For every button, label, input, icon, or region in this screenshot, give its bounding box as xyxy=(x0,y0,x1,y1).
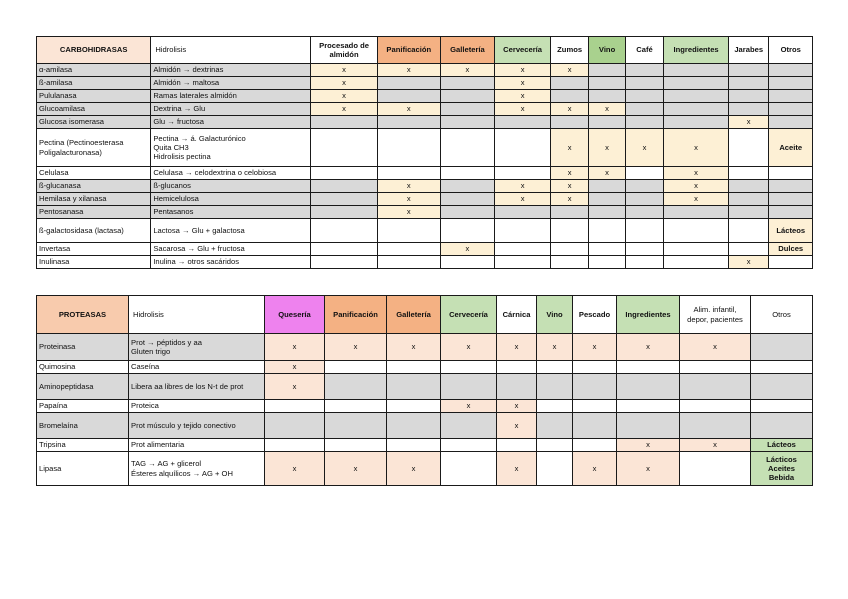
header-panificacion: Panificación xyxy=(377,37,440,64)
table-row xyxy=(37,103,813,116)
mark-cell xyxy=(537,413,573,439)
mark-cell xyxy=(265,439,325,452)
otros-cell xyxy=(769,193,813,206)
mark-cell xyxy=(728,77,768,90)
mark-cell xyxy=(325,374,387,400)
mark-cell: x xyxy=(495,180,551,193)
mark-cell: x xyxy=(664,167,729,180)
mark-cell: x xyxy=(497,413,537,439)
mark-cell xyxy=(440,116,495,129)
otros-cell xyxy=(751,334,813,361)
enzyme-name: Glucoamilasa xyxy=(37,103,151,116)
mark-cell xyxy=(440,90,495,103)
otros-cell xyxy=(769,64,813,77)
mark-cell: x xyxy=(550,64,588,77)
mark-cell: x xyxy=(497,452,537,486)
mark-cell xyxy=(325,400,387,413)
mark-cell xyxy=(441,439,497,452)
mark-cell: x xyxy=(497,400,537,413)
mark-cell: x xyxy=(311,64,378,77)
table-row xyxy=(37,180,813,193)
mark-cell xyxy=(664,103,729,116)
carbohidrasas-table xyxy=(36,36,813,269)
mark-cell xyxy=(625,64,663,77)
mark-cell xyxy=(573,413,617,439)
mark-cell xyxy=(495,256,551,269)
mark-cell xyxy=(617,361,680,374)
mark-cell xyxy=(311,167,378,180)
mark-cell: x xyxy=(495,103,551,116)
mark-cell xyxy=(441,361,497,374)
mark-cell xyxy=(589,90,625,103)
mark-cell xyxy=(440,129,495,167)
table-row xyxy=(37,64,813,77)
mark-cell xyxy=(664,116,729,129)
mark-cell xyxy=(617,400,680,413)
mark-cell: x xyxy=(441,334,497,361)
header-carnica: Cárnica xyxy=(497,296,537,334)
header-zumos: Zumos xyxy=(550,37,588,64)
mark-cell xyxy=(625,180,663,193)
mark-cell: x xyxy=(495,64,551,77)
mark-cell xyxy=(664,77,729,90)
mark-cell xyxy=(377,77,440,90)
mark-cell xyxy=(497,439,537,452)
table-row xyxy=(37,413,813,439)
otros-cell: Lácteos xyxy=(751,439,813,452)
mark-cell xyxy=(537,439,573,452)
mark-cell xyxy=(625,206,663,219)
header-carbohidrasas: CARBOHIDRASAS xyxy=(37,37,151,64)
mark-cell xyxy=(311,256,378,269)
mark-cell xyxy=(387,400,441,413)
mark-cell xyxy=(537,374,573,400)
mark-cell xyxy=(311,206,378,219)
table-row xyxy=(37,243,813,256)
mark-cell xyxy=(625,90,663,103)
hidrolisis-cell: Prot alimentaria xyxy=(129,439,265,452)
table-row xyxy=(37,374,813,400)
table-row xyxy=(37,400,813,413)
mark-cell xyxy=(728,243,768,256)
mark-cell xyxy=(377,243,440,256)
header-cerveceria: Cervecería xyxy=(441,296,497,334)
table-row xyxy=(37,167,813,180)
proteasas-table xyxy=(36,295,813,486)
mark-cell xyxy=(573,400,617,413)
table-row xyxy=(37,77,813,90)
mark-cell xyxy=(680,452,751,486)
table-row xyxy=(37,90,813,103)
mark-cell xyxy=(573,361,617,374)
mark-cell xyxy=(625,103,663,116)
mark-cell xyxy=(441,413,497,439)
mark-cell xyxy=(664,243,729,256)
enzyme-name: Pululanasa xyxy=(37,90,151,103)
mark-cell: x xyxy=(495,193,551,206)
mark-cell: x xyxy=(664,129,729,167)
header-otros: Otros xyxy=(751,296,813,334)
mark-cell xyxy=(728,90,768,103)
table-row xyxy=(37,452,813,486)
mark-cell xyxy=(377,116,440,129)
mark-cell: x xyxy=(387,452,441,486)
mark-cell: x xyxy=(680,439,751,452)
mark-cell: x xyxy=(589,129,625,167)
mark-cell xyxy=(550,116,588,129)
mark-cell xyxy=(440,77,495,90)
enzyme-name: Pectina (Pectinoesterasa Poligalacturonasa) xyxy=(37,129,151,167)
mark-cell: x xyxy=(617,452,680,486)
otros-cell: Lácticos Aceites Bebida xyxy=(751,452,813,486)
mark-cell xyxy=(440,256,495,269)
otros-cell xyxy=(769,206,813,219)
hidrolisis-cell: Celulasa → celodextrina o celobiosa xyxy=(151,167,311,180)
mark-cell xyxy=(625,167,663,180)
table-row xyxy=(37,361,813,374)
mark-cell: x xyxy=(387,334,441,361)
mark-cell: x xyxy=(617,439,680,452)
mark-cell xyxy=(550,77,588,90)
table-row xyxy=(37,129,813,167)
hidrolisis-cell: Ramas laterales almidón xyxy=(151,90,311,103)
header-hidrolisis: Hidrolisis xyxy=(151,37,311,64)
header-vino: Vino xyxy=(589,37,625,64)
mark-cell xyxy=(625,193,663,206)
hidrolisis-cell: Lactosa → Glu + galactosa xyxy=(151,219,311,243)
mark-cell xyxy=(537,452,573,486)
otros-cell: Dulces xyxy=(769,243,813,256)
mark-cell: x xyxy=(377,180,440,193)
mark-cell xyxy=(325,413,387,439)
mark-cell xyxy=(325,439,387,452)
mark-cell xyxy=(377,219,440,243)
mark-cell: x xyxy=(325,452,387,486)
mark-cell: x xyxy=(664,193,729,206)
enzyme-name: ß-amilasa xyxy=(37,77,151,90)
mark-cell xyxy=(550,243,588,256)
header-vino: Vino xyxy=(537,296,573,334)
mark-cell xyxy=(573,374,617,400)
mark-cell xyxy=(728,193,768,206)
mark-cell xyxy=(589,219,625,243)
mark-cell: x xyxy=(377,193,440,206)
enzyme-name: Inulinasa xyxy=(37,256,151,269)
mark-cell xyxy=(387,439,441,452)
enzyme-name: Tripsina xyxy=(37,439,129,452)
header-cerveceria: Cervecería xyxy=(495,37,551,64)
mark-cell xyxy=(387,413,441,439)
mark-cell xyxy=(311,129,378,167)
mark-cell: x xyxy=(265,374,325,400)
mark-cell xyxy=(497,374,537,400)
mark-cell: x xyxy=(495,77,551,90)
mark-cell xyxy=(664,64,729,77)
otros-cell xyxy=(751,374,813,400)
mark-cell xyxy=(440,219,495,243)
mark-cell: x xyxy=(377,64,440,77)
mark-cell xyxy=(728,206,768,219)
mark-cell: x xyxy=(537,334,573,361)
mark-cell xyxy=(589,256,625,269)
mark-cell xyxy=(265,413,325,439)
header-alim-infantil: Alim. infantil, depor, pacientes xyxy=(680,296,751,334)
mark-cell: x xyxy=(728,116,768,129)
mark-cell xyxy=(664,90,729,103)
mark-cell xyxy=(625,256,663,269)
otros-cell xyxy=(769,180,813,193)
mark-cell xyxy=(440,206,495,219)
mark-cell: x xyxy=(265,361,325,374)
mark-cell: x xyxy=(573,334,617,361)
enzyme-name: Quimosina xyxy=(37,361,129,374)
mark-cell: x xyxy=(550,129,588,167)
mark-cell xyxy=(387,374,441,400)
mark-cell: x xyxy=(589,167,625,180)
mark-cell xyxy=(589,206,625,219)
mark-cell: x xyxy=(550,180,588,193)
header-hidrolisis: Hidrolisis xyxy=(129,296,265,334)
mark-cell: x xyxy=(441,400,497,413)
mark-cell xyxy=(377,167,440,180)
mark-cell xyxy=(495,116,551,129)
mark-cell xyxy=(495,167,551,180)
mark-cell: x xyxy=(625,129,663,167)
mark-cell: x xyxy=(497,334,537,361)
mark-cell xyxy=(550,256,588,269)
mark-cell: x xyxy=(325,334,387,361)
hidrolisis-cell: Almidón → maltosa xyxy=(151,77,311,90)
enzyme-name: Hemilasa y xilanasa xyxy=(37,193,151,206)
hidrolisis-cell: Libera aa libres de los N-t de prot xyxy=(129,374,265,400)
mark-cell xyxy=(680,400,751,413)
enzyme-name: Pentosanasa xyxy=(37,206,151,219)
otros-cell xyxy=(769,103,813,116)
mark-cell xyxy=(550,90,588,103)
header-ingredientes: Ingredientes xyxy=(664,37,729,64)
mark-cell xyxy=(728,167,768,180)
mark-cell: x xyxy=(311,90,378,103)
hidrolisis-cell: Prot → péptidos y aa Gluten trigo xyxy=(129,334,265,361)
hidrolisis-cell: Prot músculo y tejido conectivo xyxy=(129,413,265,439)
mark-cell: x xyxy=(573,452,617,486)
header-procesado-almidon: Procesado de almidón xyxy=(311,37,378,64)
mark-cell xyxy=(265,400,325,413)
hidrolisis-cell: Almidón → dextrinas xyxy=(151,64,311,77)
hidrolisis-cell: ß-glucanos xyxy=(151,180,311,193)
mark-cell xyxy=(550,206,588,219)
header-ingredientes: Ingredientes xyxy=(617,296,680,334)
mark-cell: x xyxy=(550,167,588,180)
mark-cell xyxy=(495,243,551,256)
mark-cell xyxy=(728,219,768,243)
hidrolisis-cell: Glu → fructosa xyxy=(151,116,311,129)
mark-cell xyxy=(311,180,378,193)
mark-cell xyxy=(495,219,551,243)
mark-cell xyxy=(377,129,440,167)
header-cafe: Café xyxy=(625,37,663,64)
mark-cell xyxy=(680,361,751,374)
mark-cell xyxy=(441,452,497,486)
hidrolisis-cell: Hemicelulosa xyxy=(151,193,311,206)
enzyme-name: Proteinasa xyxy=(37,334,129,361)
header-galleteria: Galletería xyxy=(440,37,495,64)
table-row xyxy=(37,439,813,452)
mark-cell xyxy=(440,180,495,193)
mark-cell xyxy=(589,243,625,256)
enzyme-name: Papaína xyxy=(37,400,129,413)
hidrolisis-cell: Sacarosa → Glu + fructosa xyxy=(151,243,311,256)
mark-cell: x xyxy=(589,103,625,116)
hidrolisis-cell: Pentasanos xyxy=(151,206,311,219)
mark-cell xyxy=(728,64,768,77)
mark-cell xyxy=(680,374,751,400)
mark-cell xyxy=(537,400,573,413)
enzyme-name: ß-galactosidasa (lactasa) xyxy=(37,219,151,243)
table-row xyxy=(37,334,813,361)
table-row xyxy=(37,256,813,269)
mark-cell xyxy=(728,129,768,167)
mark-cell xyxy=(440,193,495,206)
mark-cell xyxy=(728,103,768,116)
enzyme-name: Invertasa xyxy=(37,243,151,256)
enzyme-name: Lipasa xyxy=(37,452,129,486)
mark-cell xyxy=(589,180,625,193)
mark-cell: x xyxy=(265,334,325,361)
table-row xyxy=(37,116,813,129)
mark-cell xyxy=(550,219,588,243)
header-proteasas: PROTEASAS xyxy=(37,296,129,334)
otros-cell: Aceite xyxy=(769,129,813,167)
enzyme-name: Glucosa isomerasa xyxy=(37,116,151,129)
otros-cell xyxy=(769,256,813,269)
mark-cell xyxy=(311,193,378,206)
mark-cell: x xyxy=(664,180,729,193)
mark-cell xyxy=(589,64,625,77)
mark-cell xyxy=(440,103,495,116)
mark-cell xyxy=(387,361,441,374)
mark-cell xyxy=(664,256,729,269)
otros-cell xyxy=(751,361,813,374)
mark-cell xyxy=(589,116,625,129)
mark-cell: x xyxy=(495,90,551,103)
proteasas-header-row xyxy=(37,296,813,334)
mark-cell xyxy=(311,116,378,129)
mark-cell xyxy=(625,219,663,243)
hidrolisis-cell: TAG → AG + glicerol Ésteres alquílicos → AG + OH xyxy=(129,452,265,486)
carbohidrasas-header-row xyxy=(37,37,813,64)
otros-cell xyxy=(751,400,813,413)
mark-cell xyxy=(497,361,537,374)
table-row xyxy=(37,206,813,219)
table-row xyxy=(37,219,813,243)
mark-cell xyxy=(325,361,387,374)
mark-cell xyxy=(680,413,751,439)
otros-cell xyxy=(769,77,813,90)
enzyme-name: α-amilasa xyxy=(37,64,151,77)
mark-cell: x xyxy=(265,452,325,486)
enzyme-name: Bromelaína xyxy=(37,413,129,439)
header-queseria: Quesería xyxy=(265,296,325,334)
hidrolisis-cell: Proteica xyxy=(129,400,265,413)
enzyme-name: ß-glucanasa xyxy=(37,180,151,193)
otros-cell xyxy=(769,116,813,129)
mark-cell xyxy=(617,374,680,400)
mark-cell xyxy=(664,219,729,243)
mark-cell: x xyxy=(377,206,440,219)
mark-cell: x xyxy=(550,193,588,206)
mark-cell: x xyxy=(440,64,495,77)
table-row xyxy=(37,193,813,206)
mark-cell xyxy=(728,180,768,193)
mark-cell: x xyxy=(311,77,378,90)
otros-cell xyxy=(751,413,813,439)
mark-cell xyxy=(440,167,495,180)
mark-cell xyxy=(625,243,663,256)
hidrolisis-cell: Pectina → á. Galacturónico Quita CH3 Hidrolisis pectina xyxy=(151,129,311,167)
hidrolisis-cell: Caseína xyxy=(129,361,265,374)
mark-cell xyxy=(537,361,573,374)
mark-cell: x xyxy=(550,103,588,116)
mark-cell xyxy=(377,256,440,269)
mark-cell: x xyxy=(440,243,495,256)
mark-cell xyxy=(589,193,625,206)
header-panificacion: Panificación xyxy=(325,296,387,334)
mark-cell xyxy=(311,219,378,243)
mark-cell: x xyxy=(680,334,751,361)
header-galleteria: Galletería xyxy=(387,296,441,334)
mark-cell xyxy=(625,77,663,90)
mark-cell xyxy=(495,129,551,167)
mark-cell xyxy=(625,116,663,129)
otros-cell xyxy=(769,167,813,180)
mark-cell xyxy=(589,77,625,90)
mark-cell xyxy=(617,413,680,439)
enzyme-name: Celulasa xyxy=(37,167,151,180)
mark-cell xyxy=(377,90,440,103)
otros-cell: Lácteos xyxy=(769,219,813,243)
mark-cell: x xyxy=(377,103,440,116)
mark-cell: x xyxy=(728,256,768,269)
header-jarabes: Jarabes xyxy=(728,37,768,64)
mark-cell xyxy=(495,206,551,219)
otros-cell xyxy=(769,90,813,103)
mark-cell xyxy=(311,243,378,256)
header-otros: Otros xyxy=(769,37,813,64)
mark-cell xyxy=(573,439,617,452)
hidrolisis-cell: Inulina → otros sacáridos xyxy=(151,256,311,269)
enzyme-name: Aminopeptidasa xyxy=(37,374,129,400)
mark-cell xyxy=(664,206,729,219)
mark-cell: x xyxy=(617,334,680,361)
mark-cell: x xyxy=(311,103,378,116)
header-pescado: Pescado xyxy=(573,296,617,334)
mark-cell xyxy=(441,374,497,400)
hidrolisis-cell: Dextrina → Glu xyxy=(151,103,311,116)
